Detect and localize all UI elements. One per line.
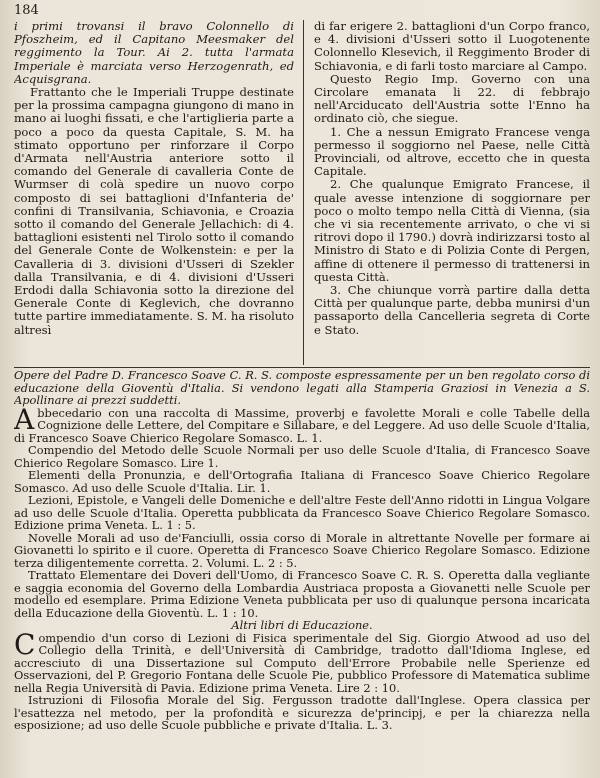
notice-entry-1 bbox=[14, 402, 590, 445]
notice-entry-5: Novelle Morali ad uso de'Fanciulli, ossia corso di Morale in altrettante Novelle per formare ai Giovanetti lo spirito e il cuore. Operetta di Francesco Soave Chierico Regolare Somasco. Edizione terza diligentemente corretta. 2. Volumi. L. 2 : 5. bbox=[14, 530, 590, 570]
right-paragraph-5: 3. Che chiunque vorrà partire dalla detta Città per qualunque parte, debba munirsi d'un passaporto della Cancelleria segreta di Corte e Stato. bbox=[314, 283, 590, 337]
notice-entry-4: Lezioni, Epistole, e Vangeli delle Domeniche e dell'altre Feste dell'Anno ridotti in Lingua Volgare ad uso delle Scuole d'Italia. Operetta pubblicata da Francesco Soave Chierico Regolare Somasco. Edizione prima Veneta. L. 1 : 5. bbox=[14, 493, 590, 532]
drop-cap: A bbox=[14, 402, 35, 436]
advertisement-header: Opere del Padre D. Francesco Soave C. R. S. composte espressamente per un ben regolato corso di educazione della Gioventù d'Italia. Si vendono legati alla Stamperia Graziosi in Venezia a S. Apollinare ai prezzi suddetti. bbox=[14, 369, 590, 407]
left-paragraph-2: Frattanto che le Imperiali Truppe destinate per la prossima campagna giungono di mano in mano ai luoghi fissati, e che l'artiglieria parte a poco a poco da questa Capitale, S. M. ha stimato opportuno per rinforzare il Corpo d'Armata nell'Austria anteriore sotto il comando del Generale di cavalleria Conte de Wurmser di colà spedire un nuovo corpo composto di sei battaglioni d'Infanteria de' confini di Transilvania, Schiavonia, e Croazia sotto il comando del Generale Jellachich: di 4. battaglioni esistenti nel Tirolo sotto il comando del Generale Conte de Wolkenstein: e per la Cavalleria di 3. divisioni d'Usseri di Szekler dalla Transilvania, e di 4. divisioni d'Usseri Erdodi dalla Schiavonia sotto la direzione del Generale Conte di Keglevich, che dovranno tutte partire immediatamente. S. M. ha risoluto altresì bbox=[14, 85, 294, 337]
book-advertisement bbox=[14, 369, 590, 774]
notice-entry-6: Trattato Elementare dei Doveri dell'Uomo, di Francesco Soave C. R. S. Operetta dalla vegliante e saggia economia del Governo della Lombardia Austriaca proposta a Giovanetti nelle Scuole per modello ed esemplare. Prima Edizione Veneta pubblicata per uso di qualunque persona incaricata della Educazione della Gioventù. L. 1 : 10. bbox=[14, 568, 590, 620]
notice-entry-text: ompendio d'un corso di Lezioni di Fisica sperimentale del Sig. Giorgio Atwood ad uso del Collegio della Trinità, e dell'Università di Cambridge, tradotto dall'Idioma Inglese, ed accresciuto di una Dissertazione sul Computo dell'Errore Probabile nelle Sperienze ed Osservazioni, del P. Gregorio Fontana delle Scuole Pie, pubblico Professore di Matematica sublime nella Regia Università di Pavia. Edizione prima Veneta. Lire 2 : 10. bbox=[14, 630, 590, 695]
right-paragraph-3: 1. Che a nessun Emigrato Francese venga permesso il soggiorno nel Paese, nelle Città Provinciali, od altrove, eccetto che in questa Capitale. bbox=[314, 124, 590, 179]
left-column bbox=[14, 20, 294, 365]
drop-cap: C bbox=[14, 627, 36, 661]
right-paragraph-2: Questo Regio Imp. Governo con una Circolare emanata li 22. di febbrajo nell'Arciducato dell'Austria sotte l'Enno ha ordinato ciò, che siegue. bbox=[314, 71, 590, 126]
section-divider bbox=[14, 367, 590, 368]
right-paragraph-1: di far erigere 2. battaglioni d'un Corpo franco, e 4. divisioni d'Usseri sotto il Luogotenente Colonnello Klesevich, il Reggimento Broder di Schiavonia, e di farli tosto marciare al Campo. bbox=[314, 20, 590, 73]
advertisement-subheader: Altri libri di Educazione. bbox=[231, 618, 373, 632]
column-divider bbox=[303, 20, 304, 365]
right-paragraph-4: 2. Che qualunque Emigrato Francese, il quale avesse intenzione di soggiornare per poco o molto tempo nella Città di Vienna, (sia che vi sia recentemente arrivato, o che vi si ritrovi dopo il 1790.) dovrà indirizzarsi tosto al Ministro di Stato e di Polizia Conte di Pergen, affine di ottenere il permesso di trattenersi in questa Città. bbox=[314, 177, 590, 284]
notice-entry-2: Compendio del Metodo delle Scuole Normali per uso delle Scuole d'Italia, di Francesco Soave Chierico Regolare Somasco. Lire 1. bbox=[14, 443, 590, 470]
left-paragraph-1: i primi trovansi il bravo Colonnello di Pfoszheim, ed il Capitano Meesmaker del reggimento la Tour. Ai 2. tutta l'armata Imperiale è marciata verso Herzogenrath, ed Acquisgrana. bbox=[14, 20, 294, 86]
page-number: 184 bbox=[14, 3, 39, 18]
notice-entry-7 bbox=[14, 627, 590, 695]
notice-entry-8: Istruzioni di Filosofia Morale del Sig. Fergusson tradotte dall'Inglese. Opera classica per l'esattezza nel metodo, per la profondità e sicurezza de'principj, e per la chiarezza nella esposizione; ad uso delle Scuole pubbliche e private d'Italia. L. 3. bbox=[14, 693, 590, 732]
right-column bbox=[314, 20, 590, 365]
notice-entry-text: bbecedario con una raccolta di Massime, proverbj e favolette Morali e colle Tabelle della Cognizione delle Lettere, del Compitare e Sillabare, e del Leggere. Ad uso delle Scuole d'Italia, di Francesco Soave Chierico Regolare Somasco. L. 1. bbox=[14, 405, 590, 445]
notice-entry-3: Elementi della Pronunzia, e dell'Ortografia Italiana di Francesco Soave Chierico Regolare Somasco. Ad uso delle Scuole d'Italia. Lir. 1. bbox=[14, 468, 590, 495]
